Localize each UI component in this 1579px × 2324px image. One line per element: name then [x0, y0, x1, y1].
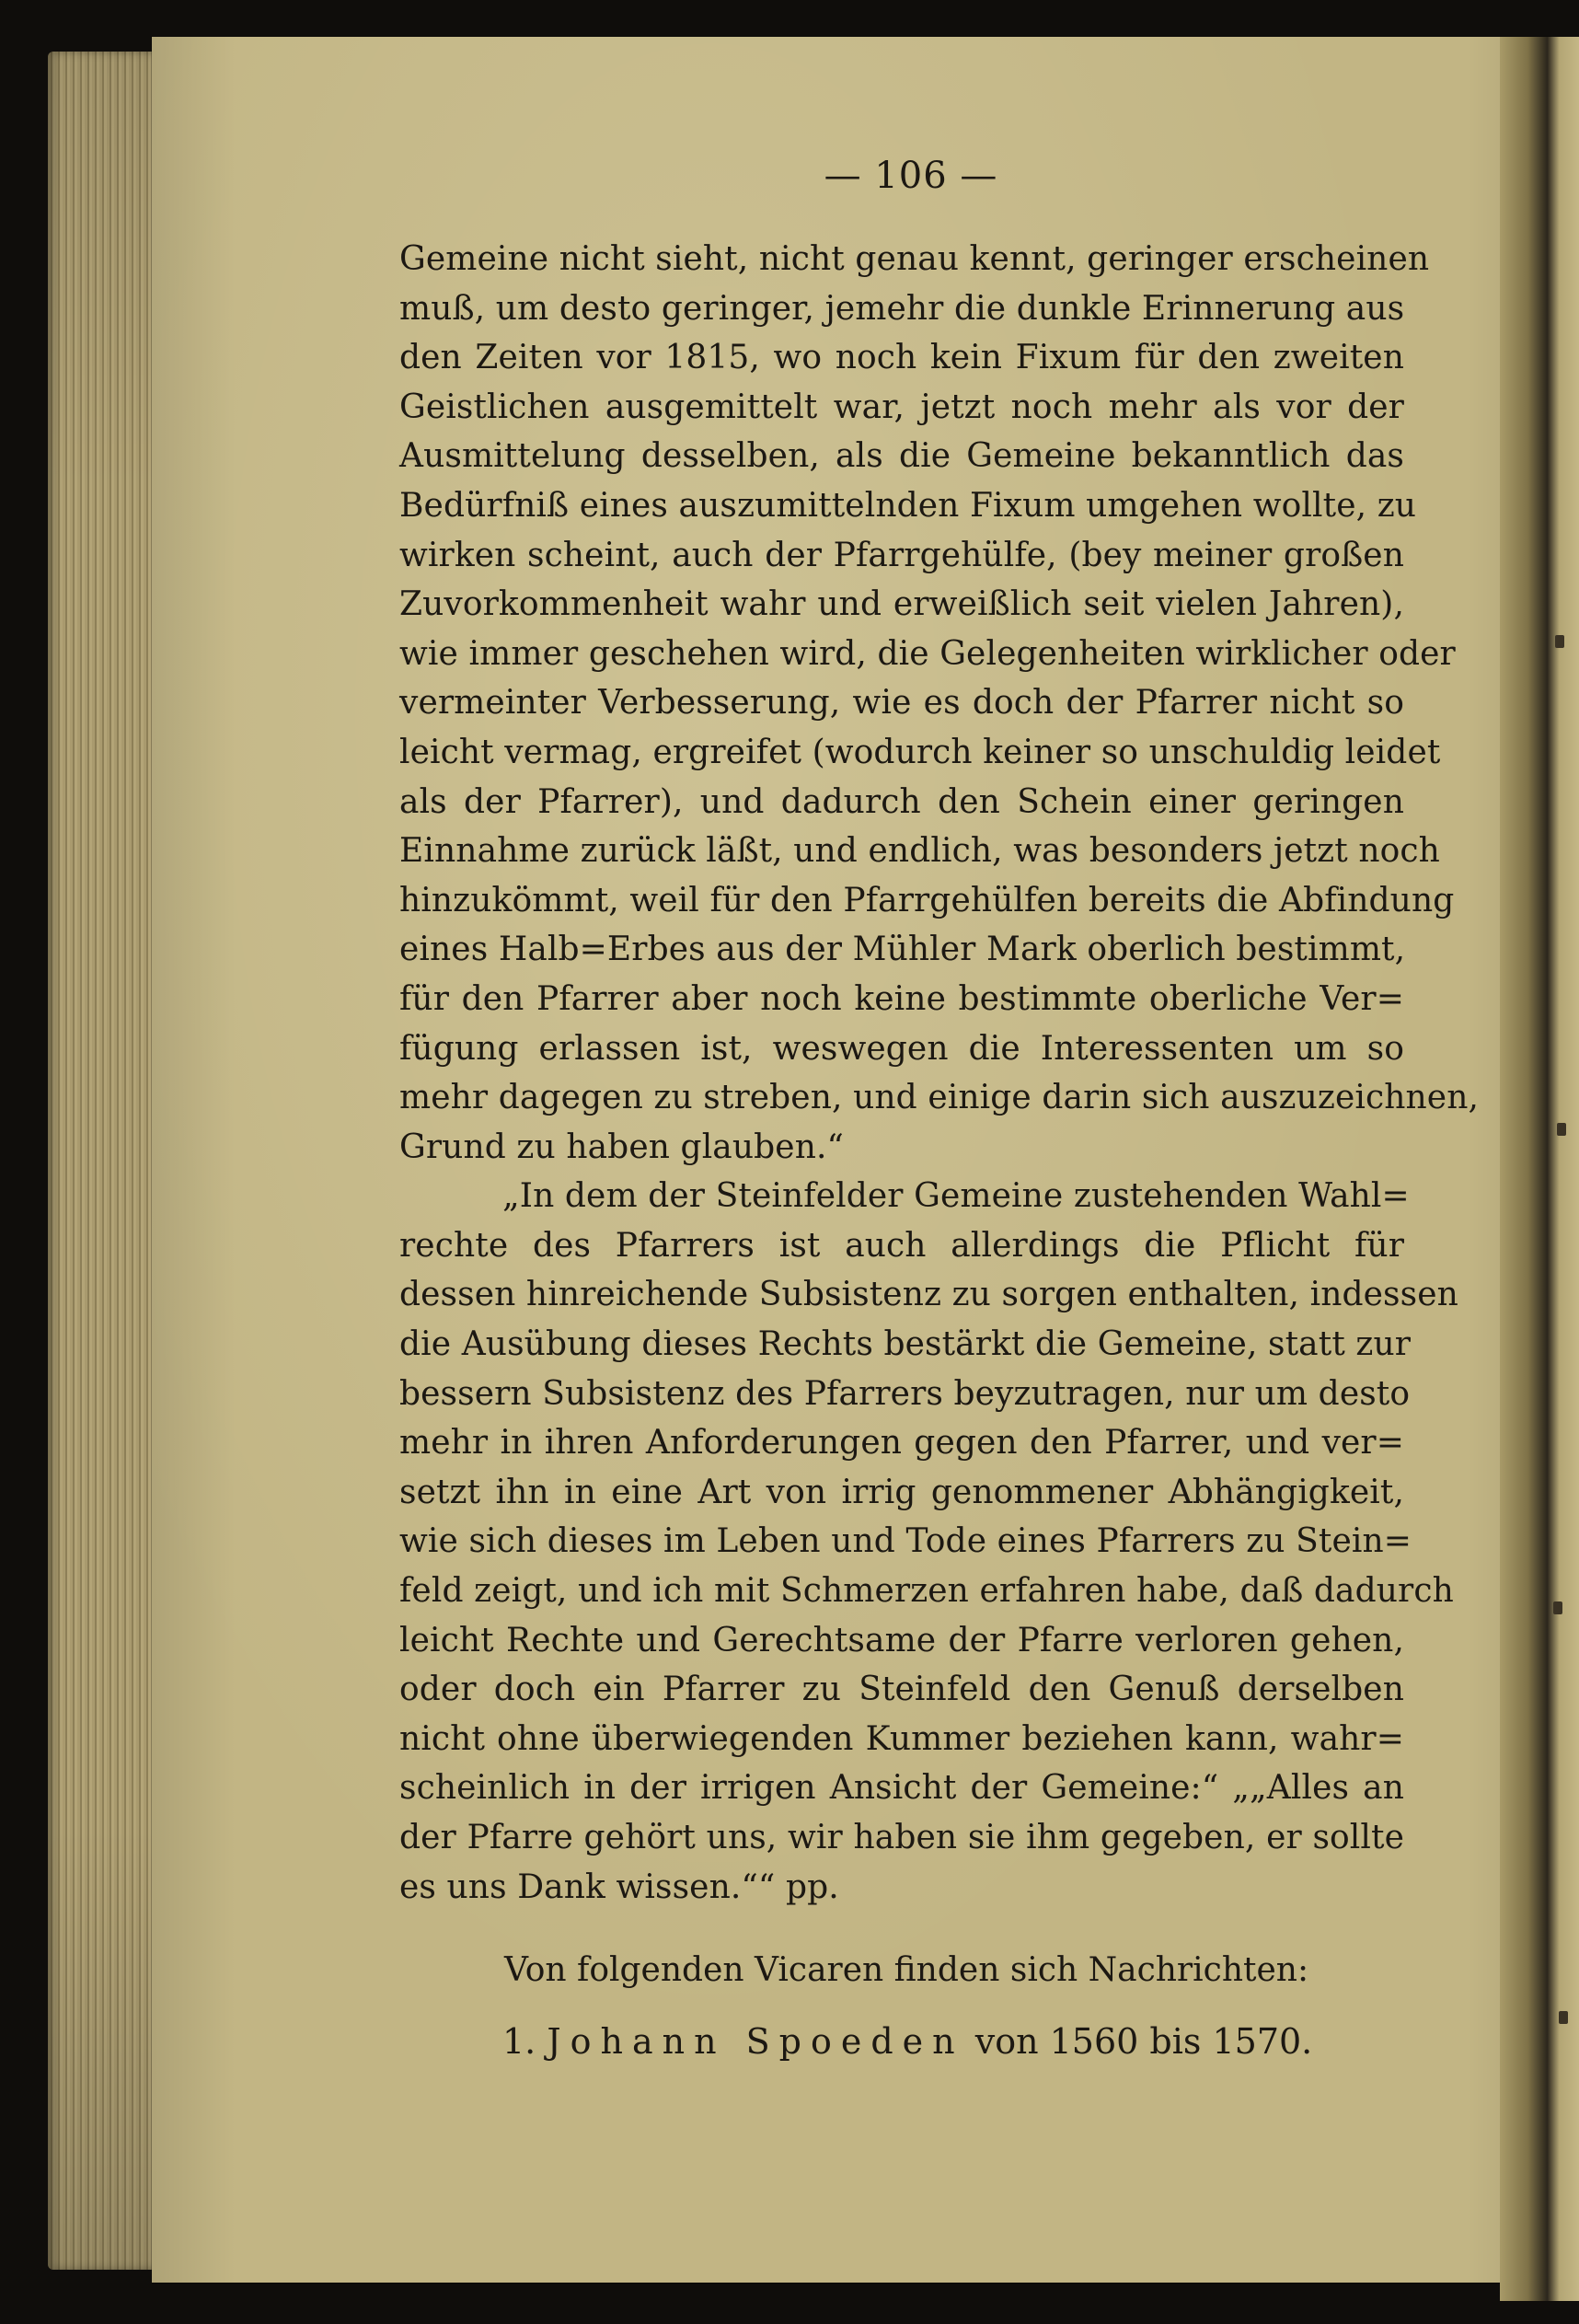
text-line: wie immer geschehen wird, die Gelegenheiten wirklicher oder — [399, 634, 1456, 673]
vicar-name: Johann Spoeden — [547, 2021, 964, 2062]
list-item — [502, 2021, 1312, 2062]
text-line: mehr dagegen zu streben, und einige darin sich auszuzeichnen, — [399, 1079, 1480, 1117]
text-line: es uns Dank wissen.““ pp. — [399, 1867, 839, 1906]
text-line: oder doch ein Pfarrer zu Steinfeld den Genuß derselben — [399, 1671, 1404, 1709]
text-line: Einnahme zurück läßt, und endlich, was besonders jetzt noch — [399, 832, 1440, 871]
text-line: Geistlichen ausgemittelt war, jetzt noch mehr als vor der — [399, 387, 1404, 426]
text-line: bessern Subsistenz des Pfarrers beyzutragen, nur um desto — [399, 1374, 1411, 1413]
body-text — [399, 235, 1480, 1912]
text-line: rechte des Pfarrers ist auch allerdings die Pflicht für — [399, 1226, 1404, 1265]
text-line: dessen hinreichende Subsistenz zu sorgen enthalten, indessen — [399, 1276, 1458, 1314]
text-line: wirken scheint, auch der Pfarrgehülfe, (bey meiner großen — [399, 536, 1404, 574]
margin-mark — [1553, 1601, 1562, 1614]
margin-mark — [1559, 2011, 1568, 2024]
text-line: fügung erlassen ist, weswegen die Interessenten um so — [399, 1029, 1404, 1068]
text-line: setzt ihn in eine Art von irrig genommener Abhängigkeit, — [399, 1473, 1404, 1511]
section-heading: Von folgenden Vicaren finden sich Nachrichten: — [504, 1951, 1309, 1989]
list-item-number: 1. — [502, 2021, 536, 2062]
text-line: die Ausübung dieses Rechts bestärkt die Gemeine, statt zur — [399, 1325, 1412, 1364]
edge-shadow — [48, 52, 158, 2270]
page-number: — 106 — — [824, 155, 998, 197]
text-line: eines Halb=Erbes aus der Mühler Mark oberlich bestimmt, — [399, 931, 1406, 969]
book-gutter — [1500, 37, 1579, 2301]
text-line: für den Pfarrer aber noch keine bestimmte oberliche Ver= — [399, 979, 1404, 1018]
text-line: Bedürfniß eines auszumittelnden Fixum umgehen wollte, zu — [399, 486, 1417, 525]
text-line: Zuvorkommenheit wahr und erweißlich seit vielen Jahren), — [399, 585, 1404, 624]
margin-mark — [1555, 635, 1564, 648]
text-line: muß, um desto geringer, jemehr die dunkle Erinnerung aus — [399, 289, 1405, 328]
text-line: scheinlich in der irrigen Ansicht der Gemeine:“ „„Alles an — [399, 1769, 1404, 1808]
list-item-dates: von 1560 bis 1570. — [974, 2021, 1313, 2062]
paragraph-start-line: „In dem der Steinfelder Gemeine zustehenden Wahl= — [502, 1177, 1410, 1216]
text-line: wie sich dieses im Leben und Tode eines Pfarrers zu Stein= — [399, 1522, 1412, 1561]
text-line: nicht ohne überwiegenden Kummer beziehen kann, wahr= — [399, 1719, 1404, 1758]
text-line: leicht Rechte und Gerechtsame der Pfarre verloren gehen, — [399, 1621, 1404, 1659]
text-line: feld zeigt, und ich mit Schmerzen erfahren habe, daß dadurch — [399, 1572, 1454, 1611]
text-line: vermeinter Verbesserung, wie es doch der Pfarrer nicht so — [399, 684, 1404, 723]
text-line: Gemeine nicht sieht, nicht genau kennt, geringer erscheinen — [399, 240, 1430, 278]
text-line: den Zeiten vor 1815, wo noch kein Fixum für den zweiten — [399, 339, 1404, 377]
text-line: hinzukömmt, weil für den Pfarrgehülfen bereits die Abfindung — [399, 881, 1455, 919]
text-line: leicht vermag, ergreifet (wodurch keiner so unschuldig leidet — [399, 733, 1441, 771]
margin-mark — [1557, 1123, 1566, 1136]
text-line: als der Pfarrer), und dadurch den Schein einer geringen — [399, 782, 1404, 821]
text-line: Grund zu haben glauben.“ — [399, 1127, 845, 1166]
text-line: mehr in ihren Anforderungen gegen den Pfarrer, und ver= — [399, 1424, 1404, 1463]
text-line: Ausmittelung desselben, als die Gemeine bekanntlich das — [399, 437, 1404, 476]
text-line: der Pfarre gehört uns, wir haben sie ihm gegeben, er sollte — [399, 1819, 1404, 1856]
